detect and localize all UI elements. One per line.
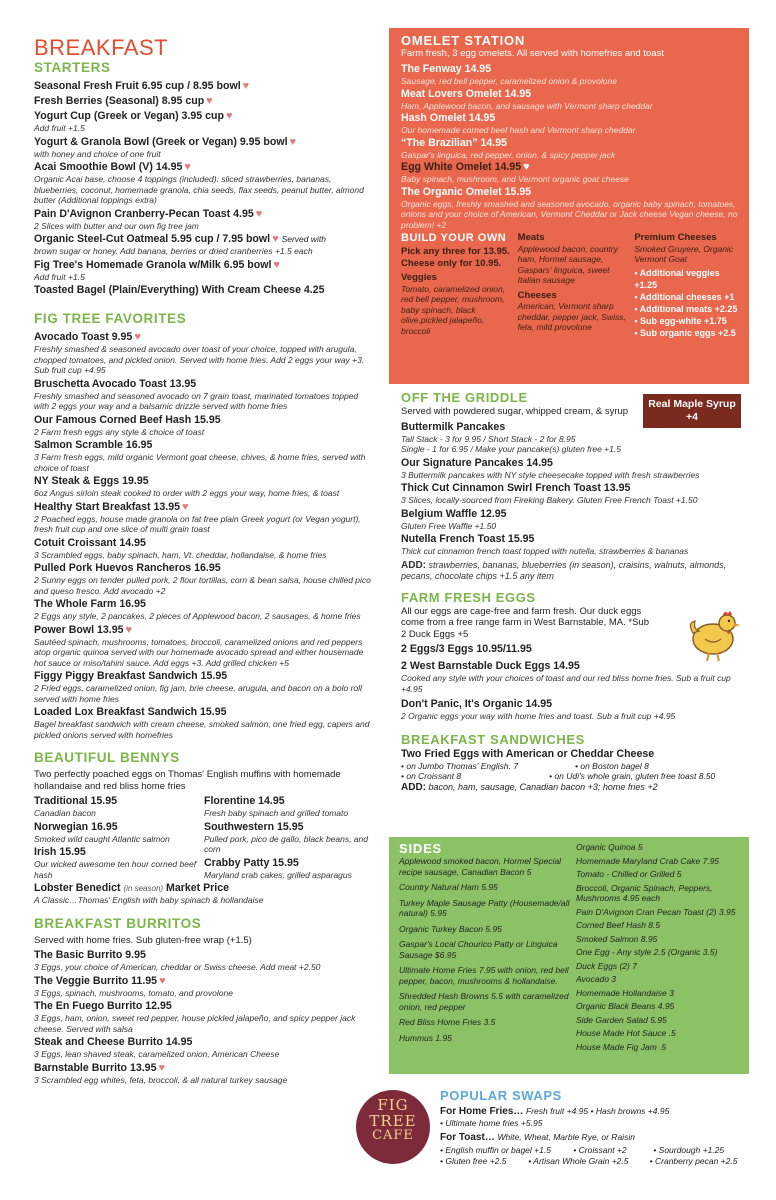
item-name-text: Norwegian 16.95 [34,820,118,833]
sandwiches-section [389,732,749,793]
sandwich-options-2 [401,771,749,782]
side-item: One Egg - Any style 2.5 (Organic 3.5) [576,947,718,957]
griddle-add-desc: strawberries, bananas, blueberries (in season), craisins, walnuts, almonds, pecans, chocolate chips +1.5 any item [401,559,727,581]
item-name-text: Pain D'Avignon Cranberry-Pecan Toast 4.95 [34,207,254,220]
omelet-item [401,137,740,161]
item-name [34,846,204,859]
menu-item [34,136,374,160]
burritos-intro: Served with home fries. Sub gluten-free wrap (+1.5) [34,934,252,946]
item-desc: 2 Farm fresh eggs any style & choice of toast [34,426,205,437]
item-name-text: Buttermilk Pancakes [401,420,506,433]
item-name [401,457,749,470]
heart-icon [273,259,280,271]
item-desc: Smoked wild caught Atlantic salmon [34,833,170,844]
toast-opt-2c: • Cranberry pecan +2.5 [649,1155,738,1166]
menu-item [34,821,204,845]
bennys-title: BEAUTIFUL BENNYS [34,750,180,765]
item-name-text: Nutella French Toast 15.95 [401,533,535,545]
lobster-season: (in season) [123,884,164,893]
side-item: Organic Black Beans 4.95 [576,1001,675,1011]
item-name-text: Belgium Waffle 12.95 [401,507,507,520]
addon-item: • Sub egg-white +1.75 [634,315,727,326]
logo-line-3: CAFE [372,1128,414,1143]
side-item: Shredded Hash Browns 5.5 with caramelized onion, red pepper [399,991,569,1012]
side-item: Turkey Maple Sausage Patty (Housemade/all natural) 5.95 [399,897,570,918]
menu-item [204,857,374,881]
item-name-text: Organic Steel-Cut Oatmeal 5.95 cup / 7.95 bowl [34,233,271,245]
starters-section [34,60,374,297]
side-item: Side Garden Salad 5.95 [576,1014,667,1025]
omelet-item [401,88,740,112]
side-item: Organic Quinoa 5 [576,842,643,852]
item-name [34,821,204,834]
omelet-name-text: The Fenway 14.95 [401,63,492,75]
heart-icon [272,233,279,245]
menu-item [204,795,374,819]
omelet-desc: Gaspar's linguica, red pepper, onion, & spicy pepper jack [401,149,616,160]
toast-desc: White, Wheat, Marble Rye, or Raisin [497,1131,635,1142]
favorites-title: FIG TREE FAVORITES [34,311,187,326]
menu-item [34,562,374,596]
sides-title: SIDES [399,841,443,856]
menu-item [34,233,374,257]
addon-item: • Additional cheeses +1 [634,291,735,302]
item-name [401,698,749,711]
item-desc: 3 Eggs, ham, onion, sweet red pepper, house pickled jalapeño, and spicy pepper jack cheese. Served with salsa [34,1013,356,1034]
menu-item [34,975,374,999]
popular-title: POPULAR SWAPS [440,1088,562,1103]
build-title: BUILD YOUR OWN [401,232,507,244]
item-name [34,975,374,988]
omelet-desc: Organic eggs, freshly smashed and seasoned avocado, organic baby spinach, tomatoes, onions and your choice of American, Vermont Cheddar or Jack cheese Vegan cheese, no problem! +2 [401,198,738,230]
menu-item [34,1036,374,1060]
omelet-desc: Ham, Applewood bacon, and sausage with Vermont sharp cheddar [401,100,653,111]
menu-item [34,439,374,473]
item-name-text: Bruschetta Avocado Toast 13.95 [34,377,197,390]
item-name [34,110,374,123]
item-desc-2: Single - 1 for 6.95 / Make your pancake(s) gluten free +1.5 [401,444,621,454]
item-desc: Add fruit +1.5 [34,271,85,282]
addon-item: • Additional veggies +1.25 [634,267,720,290]
item-name [204,857,374,870]
item-name [34,95,374,108]
lobster-desc: A Classic…Thomas' English with baby spinach & hollandaise [34,895,264,905]
griddle-intro: Served with powdered sugar, whipped cream, & syrup [401,406,629,417]
item-name [34,501,374,514]
item-name [34,670,374,683]
menu-item [34,208,374,232]
item-name-text: Avocado Toast 9.95 [34,331,133,343]
item-name [204,795,374,808]
item-name [401,482,749,495]
griddle-add [401,560,749,582]
side-item: Red Bliss Home Fries 3.5 [399,1017,496,1027]
menu-item [34,475,374,499]
omelet-name-text: “The Brazilian” 14.95 [401,136,507,149]
item-desc: Freshly smashed and seasoned avocado on 7 grain toast, marinated tomatoes topped with 2 eggs your way and a balsamic drizzle served with home fries [34,390,359,411]
item-desc: 3 Slices, locally-sourced from Fireking Bakery. Gluten Free French Toast +1.50 [401,495,698,505]
item-name [34,1062,374,1075]
omelet-name [401,161,740,174]
item-desc: Add fruit +1.5 [34,123,85,133]
burritos-section [34,916,374,1086]
item-name-text: Figgy Piggy Breakfast Sandwich 15.95 [34,670,228,682]
heart-icon [226,110,233,122]
item-name [401,533,749,546]
item-name [34,233,374,246]
veggies-title: Veggies [401,272,437,283]
item-desc: Fresh baby spinach and grilled tomato [204,808,349,818]
menu-item [34,795,204,819]
item-name-text: 2 West Barnstable Duck Eggs 14.95 [401,660,580,672]
item-desc: Gluten Free Waffle +1.50 [401,520,497,531]
menu-item [34,80,374,93]
item-desc: 3 Scrambled eggs, baby spinach, ham, Vt. cheddar, hollandaise, & home fries [34,549,327,560]
lobster-name: Lobster Benedict [34,882,121,894]
item-name-text: Healthy Start Breakfast 13.95 [34,500,181,513]
omelet-item [401,112,740,136]
item-name [34,475,374,488]
toast-opt-1a: • English muffin or bagel +1.5 [440,1145,551,1155]
menu-item [34,1000,374,1034]
side-item: Country Natural Ham 5.95 [399,882,498,892]
omelet-name-text: Meat Lovers Omelet 14.95 [401,87,532,100]
item-name [34,537,374,550]
favorites-section [34,311,374,740]
item-name-text: Florentine 14.95 [204,795,285,807]
heart-icon [159,975,166,987]
toast-label: For Toast… [440,1131,495,1143]
toast-opt-1b: • Croissant +2 [573,1145,627,1155]
item-name [34,1036,374,1049]
item-desc: 3 Eggs, lean shaved steak, caramelized onion, American Cheese [34,1049,280,1059]
build-your-own [401,232,740,339]
sandwich-opt-3: • on Croissant 8 [401,771,462,781]
side-item: Broccoli, Organic Spinach, Peppers, Mushrooms 4.95 each [576,882,713,903]
menu-item [34,378,374,412]
item-desc: Bagel breakfast sandwich with cream cheese, smoked salmon, one fried egg, capers and pickled onions served with homefries [34,719,370,740]
omelet-title: OMELET STATION [401,33,526,48]
item-name-text: Power Bowl 13.95 [34,623,124,636]
item-desc: 3 Eggs, your choice of American, cheddar or Swiss cheese. Add meat +2.50 [34,962,321,972]
item-desc: Thick cut cinnamon french toast topped with nutella, strawberries & bananas [401,546,689,556]
addon-item: • Additional meats +2.25 [634,303,738,314]
logo-line-2: TREE [369,1112,417,1130]
omelet-name-text: The Organic Omelet 15.95 [401,185,532,198]
homefries-desc-2: • Ultimate home fries +5.95 [440,1117,543,1128]
menu-item [34,414,374,438]
sandwich-name: Two Fried Eggs with American or Cheddar Cheese [401,747,655,760]
item-desc: 3 Eggs, spinach, mushrooms, tomato, and provolone [34,987,233,998]
item-desc: Our wicked awesome ten hour corned beef hash [34,859,197,880]
lobster-benedict [34,882,374,906]
menu-item [34,259,374,283]
item-name [34,949,374,962]
bennys-intro: Two perfectly poached eggs on Thomas' English muffins with homemade hollandaise and red bliss home fries [34,769,341,792]
bennys-grid [34,795,374,882]
side-item: Hummus 1.95 [399,1032,452,1043]
item-name-text: The Veggie Burrito 11.95 [34,974,158,987]
omelet-station [389,28,749,384]
item-name-text: NY Steak & Eggs 19.95 [34,475,149,487]
item-name-text: Traditional 15.95 [34,795,118,807]
item-name-text: The Whole Farm 16.95 [34,598,146,610]
item-name-text: Crabby Patty 15.95 [204,856,299,869]
item-name [34,331,374,344]
side-item: House Made Hot Sauce .5 [576,1028,676,1038]
item-name-text: Seasonal Fresh Fruit 6.95 cup / 8.95 bowl [34,80,241,92]
menu-item [34,949,374,973]
item-name [34,706,374,719]
item-desc: 2 Eggs any style, 2 pancakes, 2 pieces of Applewood bacon, 2 sausages, & home fries [34,611,361,621]
side-item: Organic Turkey Bacon 5.95 [399,923,502,934]
omelet-desc: Sausage, red bell pepper, caramelized onion & provolone [401,76,617,86]
item-desc: brown sugar or honey. Add banana, berries or dried cranberries +1.5 each [34,246,313,256]
griddle-section [389,390,749,582]
heart-icon [182,501,189,513]
menu-item [401,482,749,506]
item-desc: 2 Slices with butter and our own fig tree jam [34,220,199,231]
meats-title: Meats [517,232,545,243]
item-name-text: Fig Tree's Homemade Granola w/Milk 6.95 bowl [34,258,272,271]
menu-item [34,537,374,561]
meats-desc: Applewood bacon, country ham, Hormel sausage, Gaspars' linguica, sweet Italian sausage [517,243,618,285]
omelet-name-text: Hash Omelet 14.95 [401,112,496,124]
starters-title: STARTERS [34,60,111,75]
burritos-title: BREAKFAST BURRITOS [34,915,202,931]
omelet-desc: Baby spinach, mushroom, and Vermont organic goat cheese [401,174,629,184]
side-item: Gaspar's Local Chourico Patty or Linguica Sausage $6.95 [399,939,558,960]
sides-section [389,837,749,1074]
item-desc: Cooked any style with your choices of toast and our red bliss home fries. Sub a fruit cup +4.95 [401,673,731,694]
item-name [34,562,374,575]
menu-item [34,1062,374,1086]
item-name-text: Acai Smoothie Bowl (V) 14.95 [34,161,183,173]
homefries-swap [440,1106,760,1118]
menu-item [34,670,374,704]
heart-icon [256,208,263,220]
item-name [401,508,749,521]
fig-tree-cafe-logo [356,1090,430,1164]
homefries-desc: Fresh fruit +4.95 • Hash browns +4.95 [526,1106,670,1116]
menu-item [34,501,374,535]
menu-item [34,706,374,740]
item-name-text: Southwestern 15.95 [204,820,304,833]
lobster-price: Market Price [166,882,230,894]
side-item: Applewood smoked bacon, Hormel Special recipe sausage, Canadian Bacon 5 [399,856,562,877]
farm-title: FARM FRESH EGGS [401,589,536,605]
item-desc: Organic Acai base, choose 4 toppings (included): sliced strawberries, bananas, blueberries, coconut, homemade granola, chia seeds, flax seeds, peanut butter, almond butter (Additional toppings extra) [34,174,364,205]
toast-row-1 [440,1145,760,1156]
item-desc: Sautéed spinach, mushrooms, tomatoes, broccoli, caramelized onions and red peppers atop organic quinoa served with our homemade avocado spread and either housemade hot sauce or miso/tahini sauce. Add eggs +3. Add grilled chicken +5 [34,636,364,668]
sandwich-opt-2: • on Boston bagel 8 [575,760,649,771]
menu-item [34,624,374,669]
side-item: Pain D'Avignon Cran Pecan Toast (2) 3.95 [576,906,736,917]
sandwich-options-1 [401,761,749,772]
maple-syrup-badge: Real Maple Syrup +4 [643,394,741,428]
item-name-text: Yogurt & Granola Bowl (Greek or Vegan) 9.95 bowl [34,135,288,148]
item-desc: Pulled pork, pico de gallo, black beans, and corn [204,833,368,854]
side-item: Avocado 3 [576,974,617,984]
item-name [34,259,374,272]
sandwiches-title: BREAKFAST SANDWICHES [401,731,585,747]
item-desc: Maryland crab cakes, grilled asparagus [204,869,352,880]
item-name [34,378,374,391]
heart-icon [243,80,250,92]
item-name [204,821,374,834]
addon-item: • Sub organic eggs +2.5 [634,327,736,338]
item-name [34,1000,374,1013]
item-name-text: Pulled Pork Huevos Rancheros 16.95 [34,562,221,574]
item-name-text: Don't Panic, It's Organic 14.95 [401,698,553,710]
item-name [34,598,374,611]
item-name [34,624,374,637]
premium-desc: Smoked Gruyere, Organic Vermont Goat [634,243,734,264]
popular-swaps-section [440,1088,760,1166]
heart-icon [126,624,133,636]
item-name [34,284,374,297]
menu-item [34,95,374,108]
item-name-text: 2 Eggs/3 Eggs 10.95/11.95 [401,643,532,655]
item-desc: Tall Stack - 3 for 9.95 / Short Stack - 2 for 8.95 [401,433,576,444]
item-desc: 3 Farm fresh eggs, mild organic Vermont goat cheese, chives, & home fries, served with choice of toast [34,452,366,473]
omelet-name [401,112,740,125]
right-column [389,28,749,793]
item-desc: Freshly smashed & seasoned avocado over toast of your choice, topped with arugula, chopped tomatoes, and pickled onion. Served with home fries. Add 2 eggs your way +3. Sub fruit cup +4.95 [34,344,365,375]
side-item: Duck Eggs (2) 7 [576,960,637,971]
item-name [34,439,374,452]
menu-item [34,284,374,297]
menu-item [401,533,749,557]
heart-icon [184,161,191,173]
item-name [34,795,204,808]
menu-item [401,457,749,481]
heart-icon [206,95,213,107]
omelet-sub: Farm fresh, 3 egg omelets. All served with homefries and toast [401,48,664,59]
item-desc: 2 Poached eggs, house made granola on fat free plain Greek yogurt (or Vegan yogurt), fresh fruit cup and one slice of multi grain toast [34,513,361,534]
item-name-text: Yogurt Cup (Greek or Vegan) 3.95 cup [34,110,224,122]
menu-item [34,161,374,206]
menu-item [34,331,374,376]
toast-opt-1c: • Sourdough +1.25 [653,1145,725,1155]
item-name-text: Salmon Scramble 16.95 [34,439,153,451]
item-name-text: The Basic Burrito 9.95 [34,949,146,961]
side-item: Tomato - Chilled or Grilled 5 [576,869,682,879]
item-name [34,414,374,427]
sandwich-add-desc: bacon, ham, sausage, Canadian bacon +3; home fries +2 [428,781,658,792]
heart-icon [134,331,141,343]
omelet-name-text: Egg White Omelet 14.95 [401,161,522,173]
item-name [34,208,374,221]
heart-icon [523,161,530,173]
item-name-text: Our Famous Corned Beef Hash 15.95 [34,413,221,426]
sandwich-add-label: ADD: [401,781,426,793]
item-name-text: Barnstable Burrito 13.95 [34,1061,157,1074]
cheeses-desc: American, Vermont sharp cheddar, pepper jack, Swiss, feta, mild provolone [517,301,626,332]
veggies-desc: Tomato, caramelized onion, red bell pepper, mushroom, baby spinach, black olive,pickled jalapeño, broccoli [401,283,506,336]
omelet-name [401,88,740,101]
toast-opt-2b: • Artisan Whole Grain +2.5 [528,1155,629,1166]
toast-row-2 [440,1156,760,1167]
menu-item [34,598,374,622]
item-name [34,80,374,93]
side-item: Homemade Maryland Crab Cake 7.95 [576,855,720,866]
menu-item [401,698,749,722]
menu-item [34,846,204,880]
cheeses-title: Cheeses [517,289,557,301]
item-name-text: Loaded Lox Breakfast Sandwich 15.95 [34,706,227,718]
toast-swap [440,1132,760,1144]
omelet-desc: Our homemade corned beef hash and Vermont sharp cheddar [401,125,636,135]
omelet-name [401,137,740,150]
item-desc: 2 Organic eggs your way with home fries and toast. Sub a fruit cup +4.95 [401,711,676,721]
heart-icon [158,1062,165,1074]
item-name-text: Irish 15.95 [34,846,86,858]
breakfast-title: BREAKFAST [34,35,169,60]
sandwich-add [401,782,749,793]
bennys-section [34,750,374,906]
left-column [34,36,374,1087]
sandwich-opt-4: • on Udi's whole grain, gluten free toast 8.50 [549,771,716,781]
griddle-title: OFF THE GRIDDLE [401,390,528,405]
omelet-name [401,186,740,199]
griddle-add-label: ADD: [401,559,426,571]
side-item: Smoked Salmon 8.95 [576,933,658,944]
omelet-item [401,63,740,87]
side-item: Ultimate Home Fries 7.95 with onion, red bell pepper, bacon, mushrooms & hollandaise. [399,965,569,986]
item-name-text: Our Signature Pancakes 14.95 [401,456,553,469]
item-name [34,136,374,149]
item-name-text: Toasted Bagel (Plain/Everything) With Cream Cheese 4.25 [34,284,325,296]
menu-item [401,508,749,532]
side-item: Homemade Hollandaise 3 [576,987,674,998]
omelet-name [401,63,740,76]
item-name-text: Fresh Berries (Seasonal) 8.95 cup [34,95,205,107]
item-name-text: Cotuit Croissant 14.95 [34,536,146,549]
menu-item [204,821,374,855]
omelet-item [401,161,740,185]
item-desc: 6oz Angus sirloin steak cooked to order with 2 eggs your way, home fries, & toast [34,488,340,498]
menu-item [401,660,749,694]
item-inline-desc: Served with [281,234,326,244]
item-desc: 2 Fried eggs, caramelized onion, fig jam, brie cheese, arugula, and bacon on a bolo roll served with home fries [34,683,362,704]
logo-line-1: FIG [377,1096,409,1114]
hen-icon [683,603,745,665]
item-desc: 3 Buttermilk pancakes with NY style cheesecake topped with fresh strawberries [401,469,700,480]
homefries-label: For Home Fries… [440,1106,524,1117]
item-desc: with honey and choice of one fruit [34,148,161,159]
item-name-text: Steak and Cheese Burrito 14.95 [34,1036,193,1048]
toast-opt-2a: • Gluten free +2.5 [440,1155,507,1166]
item-desc: 3 Scrambled egg whites, feta, broccoli, & all natural turkey sausage [34,1074,288,1085]
item-name-text: The En Fuego Burrito 12.95 [34,1000,172,1012]
item-name-text: Thick Cut Cinnamon Swirl French Toast 13.95 [401,482,631,494]
sandwich-opt-1: • on Jumbo Thomas' English. 7 [401,760,519,771]
build-pick: Pick any three for 13.95. Cheese only for 10.95. [401,246,510,269]
item-desc: Canadian bacon [34,808,96,818]
farm-intro: All our eggs are cage-free and farm fresh. Our duck eggs come from a free range farm in West Barnstable, MA. *Sub 2 Duck Eggs +5 [401,605,649,640]
item-desc: 2 Sunny eggs on tender pulled pork, 2 flour tortillas, corn & bean salsa, house chilled pico and queso fresco. Add avocado +2 [34,575,371,596]
menu-item [34,110,374,134]
side-item: Corned Beef Hash 8.5 [576,920,661,930]
side-item: House Made Fig Jam .5 [576,1041,667,1052]
item-name [34,161,374,174]
premium-title: Premium Cheeses [634,232,717,243]
omelet-item [401,186,740,231]
heart-icon [290,136,297,148]
